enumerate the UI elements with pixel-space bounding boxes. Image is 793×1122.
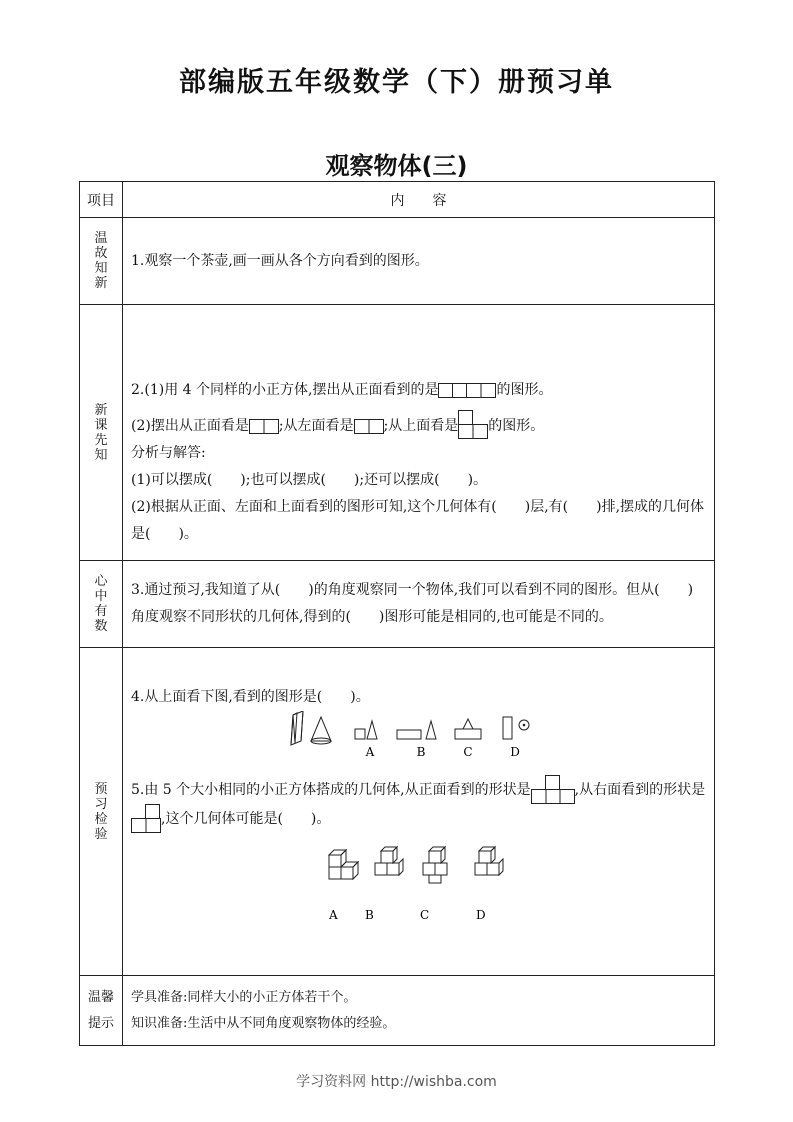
lesson-subtitle: 观察物体(三) xyxy=(325,152,468,180)
page-title: 部编版五年级数学（下）册预习单 xyxy=(179,67,614,98)
tip-tools: 学具准备:同样大小的小正方体若干个。 xyxy=(131,989,357,1005)
top-view-figure xyxy=(458,410,488,440)
q5-figure xyxy=(319,841,519,931)
q5-right-view-figure xyxy=(131,804,161,833)
worksheet-table xyxy=(79,181,715,1046)
q4-option-c: C xyxy=(462,745,473,759)
q4-option-a: A xyxy=(365,745,374,759)
left-view-figure xyxy=(354,419,384,434)
four-squares-row-figure xyxy=(438,383,496,398)
option-d-icon xyxy=(503,717,529,739)
q4-option-b: B xyxy=(416,745,425,759)
question-3: 3.通过预习,我知道了从( )的角度观察同一个物体,我们可以看到不同的图形。但从( )角度观察不同形状的几何体,得到的( )图形可能是相同的,也可能是不同的。 xyxy=(131,582,694,625)
q4-figure xyxy=(289,711,549,761)
question-2-2: (2)摆出从正面看是 ;从左面看是 ;从上面看是 的图形。 xyxy=(131,410,706,440)
table-header-row xyxy=(80,182,715,218)
row-check xyxy=(80,648,715,976)
option-a-icon xyxy=(355,721,377,739)
cube-stack-a-icon xyxy=(329,850,358,879)
header-item: 项目 xyxy=(80,182,123,218)
footer-watermark: 学习资料网 http://wishba.com xyxy=(296,1074,497,1090)
row-mind xyxy=(80,561,715,648)
cube-stack-b-icon xyxy=(375,847,403,875)
option-b-icon xyxy=(397,721,436,739)
question-1: 1.观察一个茶壶,画一画从各个方向看到的图形。 xyxy=(131,252,429,269)
q5-option-d: D xyxy=(475,908,486,922)
row-review xyxy=(80,218,715,305)
row-label-new: 新课先知 xyxy=(94,402,108,463)
cube-stack-c-icon xyxy=(423,847,447,883)
q5-front-view-figure xyxy=(531,775,575,804)
row-label-mind: 心中有数 xyxy=(94,574,108,634)
tip-knowledge: 知识准备:生活中从不同角度观察物体的经验。 xyxy=(131,1015,396,1031)
header-content: 内 容 xyxy=(123,182,715,218)
option-c-icon xyxy=(455,719,481,739)
row-new xyxy=(80,305,715,561)
row-label-check: 预习检验 xyxy=(94,781,108,842)
answer-1: (1)可以摆成( );也可以摆成( );还可以摆成( )。 xyxy=(131,472,488,488)
analysis-label: 分析与解答: xyxy=(131,445,206,461)
row-label-tips: 温馨提示 xyxy=(87,989,114,1031)
question-5: 5.由 5 个大小相同的小正方体搭成的几何体,从正面看到的形状是 ,从右面看到的形状是,这个几何体可能是( )。 xyxy=(131,775,706,833)
question-4: 4.从上面看下图,看到的图形是( )。 xyxy=(131,689,370,705)
front-view-figure xyxy=(249,419,279,434)
answer-2: (2)根据从正面、左面和上面看到的图形可知,这个几何体有( )层,有( )排,摆成的几何体是( )。 xyxy=(131,499,705,542)
cube-stack-d-icon xyxy=(475,847,503,875)
row-tips xyxy=(80,976,715,1046)
row-label-review: 温故知新 xyxy=(94,231,108,291)
q5-option-b: B xyxy=(364,908,374,922)
question-2-1: 2.(1)用 4 个同样的小正方体,摆出从正面看到的是 的图形。 xyxy=(131,382,553,398)
q5-option-c: C xyxy=(419,908,429,922)
q4-option-d: D xyxy=(509,745,520,759)
q5-option-a: A xyxy=(328,908,338,922)
prism-and-cone-icon xyxy=(291,711,331,745)
